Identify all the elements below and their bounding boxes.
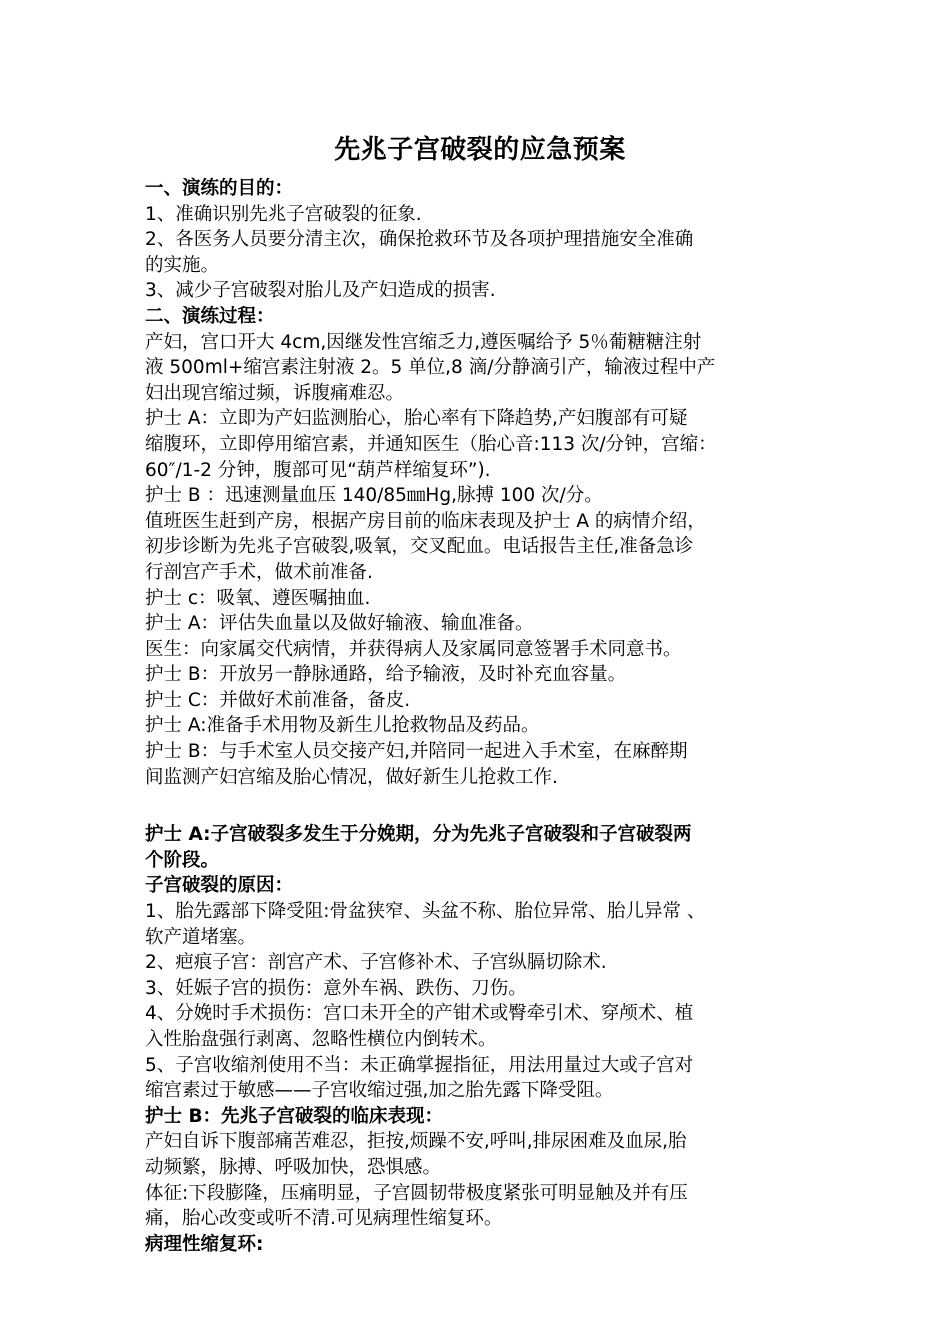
- text-line: 产妇，宫口开大 4cm,因继发性宫缩乏力,遵医嘱给予 5％葡糖糖注射: [145, 331, 702, 353]
- explanation-section: [145, 822, 815, 1257]
- section-heading: 护士 A:子宫破裂多发生于分娩期，分为先兆子宫破裂和子宫破裂两: [145, 824, 692, 846]
- text-line: 医生：向家属交代病情，并获得病人及家属同意签署手术同意书。: [145, 638, 682, 660]
- text-line: 1、准确识别先兆子宫破裂的征象.: [145, 203, 422, 225]
- text-line: 产妇自诉下腹部痛苦难忍，拒按,烦躁不安,呼叫,排尿困难及血尿,胎: [145, 1131, 687, 1153]
- text-line: 护士 A:准备手术用物及新生儿抢救物品及药品。: [145, 715, 540, 737]
- text-line: 的实施。: [145, 254, 220, 276]
- text-line: 初步诊断为先兆子宫破裂,吸氧，交叉配血。电话报告主任,准备急诊: [145, 536, 694, 558]
- section-heading: 护士 B：先兆子宫破裂的临床表现：: [145, 1105, 444, 1127]
- text-line: 2、各医务人员要分清主次，确保抢救环节及各项护理措施安全准确: [145, 229, 694, 251]
- drill-section: [145, 176, 815, 790]
- section-heading: 一、演练的目的：: [145, 178, 294, 199]
- text-line: 3、妊娠子宫的损伤：意外车祸、跌伤、刀伤。: [145, 977, 527, 999]
- text-line: 行剖宫产手术，做术前准备.: [145, 561, 373, 583]
- text-line: 4、分娩时手术损伤：宫口未开全的产钳术或臀牵引术、穿颅术、植: [145, 1003, 694, 1025]
- document-page: [145, 130, 815, 1257]
- document-title: 先兆子宫破裂的应急预案: [334, 135, 626, 165]
- text-line: 护士 C：并做好术前准备，备皮.: [145, 689, 411, 711]
- text-line: 护士 B：开放另一静脉通路，给予输液，及时补充血容量。: [145, 664, 627, 686]
- text-line: 体征:下段膨隆，压痛明显，子宫圆韧带极度紧张可明显触及并有压: [145, 1182, 688, 1204]
- text-line: 护士 A：评估失血量以及做好输液、输血准备。: [145, 613, 534, 635]
- text-line: 护士 B：与手术室人员交接产妇,并陪同一起进入手术室，在麻醉期: [145, 741, 688, 763]
- text-line: 入性胎盘强行剥离、忽略性横位内倒转术。: [145, 1029, 497, 1050]
- text-line: 缩宫素过于敏感——子宫收缩过强,加之胎先露下降受阻。: [145, 1080, 614, 1102]
- text-line: 5、子宫收缩剂使用不当：未正确掌握指征，用法用量过大或子宫对: [145, 1054, 694, 1076]
- text-line: 1、胎先露部下降受阻:骨盆狭窄、头盆不称、胎位异常、胎儿异常 、: [145, 901, 706, 923]
- text-line: 护士 A：立即为产妇监测胎心，胎心率有下降趋势,产妇腹部有可疑: [145, 408, 688, 430]
- text-line: 痛，胎心改变或听不清.可见病理性缩复环。: [145, 1208, 503, 1230]
- text-line: 2、疤痕子宫：剖宫产术、子宫修补术、子宫纵膈切除术.: [145, 952, 607, 974]
- text-line: 3、减少子宫破裂对胎儿及产妇造成的损害.: [145, 280, 496, 302]
- text-line: 60″/1-2 分钟，腹部可见“葫芦样缩复环”).: [145, 459, 491, 481]
- paragraph-gap: [145, 790, 815, 822]
- text-line: 间监测产妇宫缩及胎心情况，做好新生儿抢救工作.: [145, 766, 558, 788]
- section-heading: 个阶段。: [145, 849, 220, 871]
- section-heading: 子宫破裂的原因：: [145, 875, 294, 897]
- text-line: 液 500ml+缩宫素注射液 2。5 单位,8 滴/分静滴引产，输液过程中产: [145, 357, 716, 379]
- text-line: 护士 c：吸氧、遵医嘱抽血.: [145, 587, 371, 609]
- section-heading: 病理性缩复环:: [145, 1233, 264, 1255]
- text-line: 软产道堵塞。: [145, 926, 257, 948]
- text-line: 缩腹环，立即停用缩宫素，并通知医生（胎心音:113 次/分钟，宫缩：: [145, 433, 717, 455]
- text-line: 妇出现宫缩过频，诉腹痛难忍。: [145, 382, 405, 404]
- text-line: 护士 B ：迅速测量血压 140/85㎜Hg,脉搏 100 次/分。: [145, 485, 603, 507]
- text-line: 动频繁，脉搏、呼吸加快，恐惧感。: [145, 1156, 442, 1178]
- text-line: 值班医生赶到产房，根据产房目前的临床表现及护士 A 的病情介绍，: [145, 510, 706, 532]
- section-heading: 二、演练过程：: [145, 305, 275, 327]
